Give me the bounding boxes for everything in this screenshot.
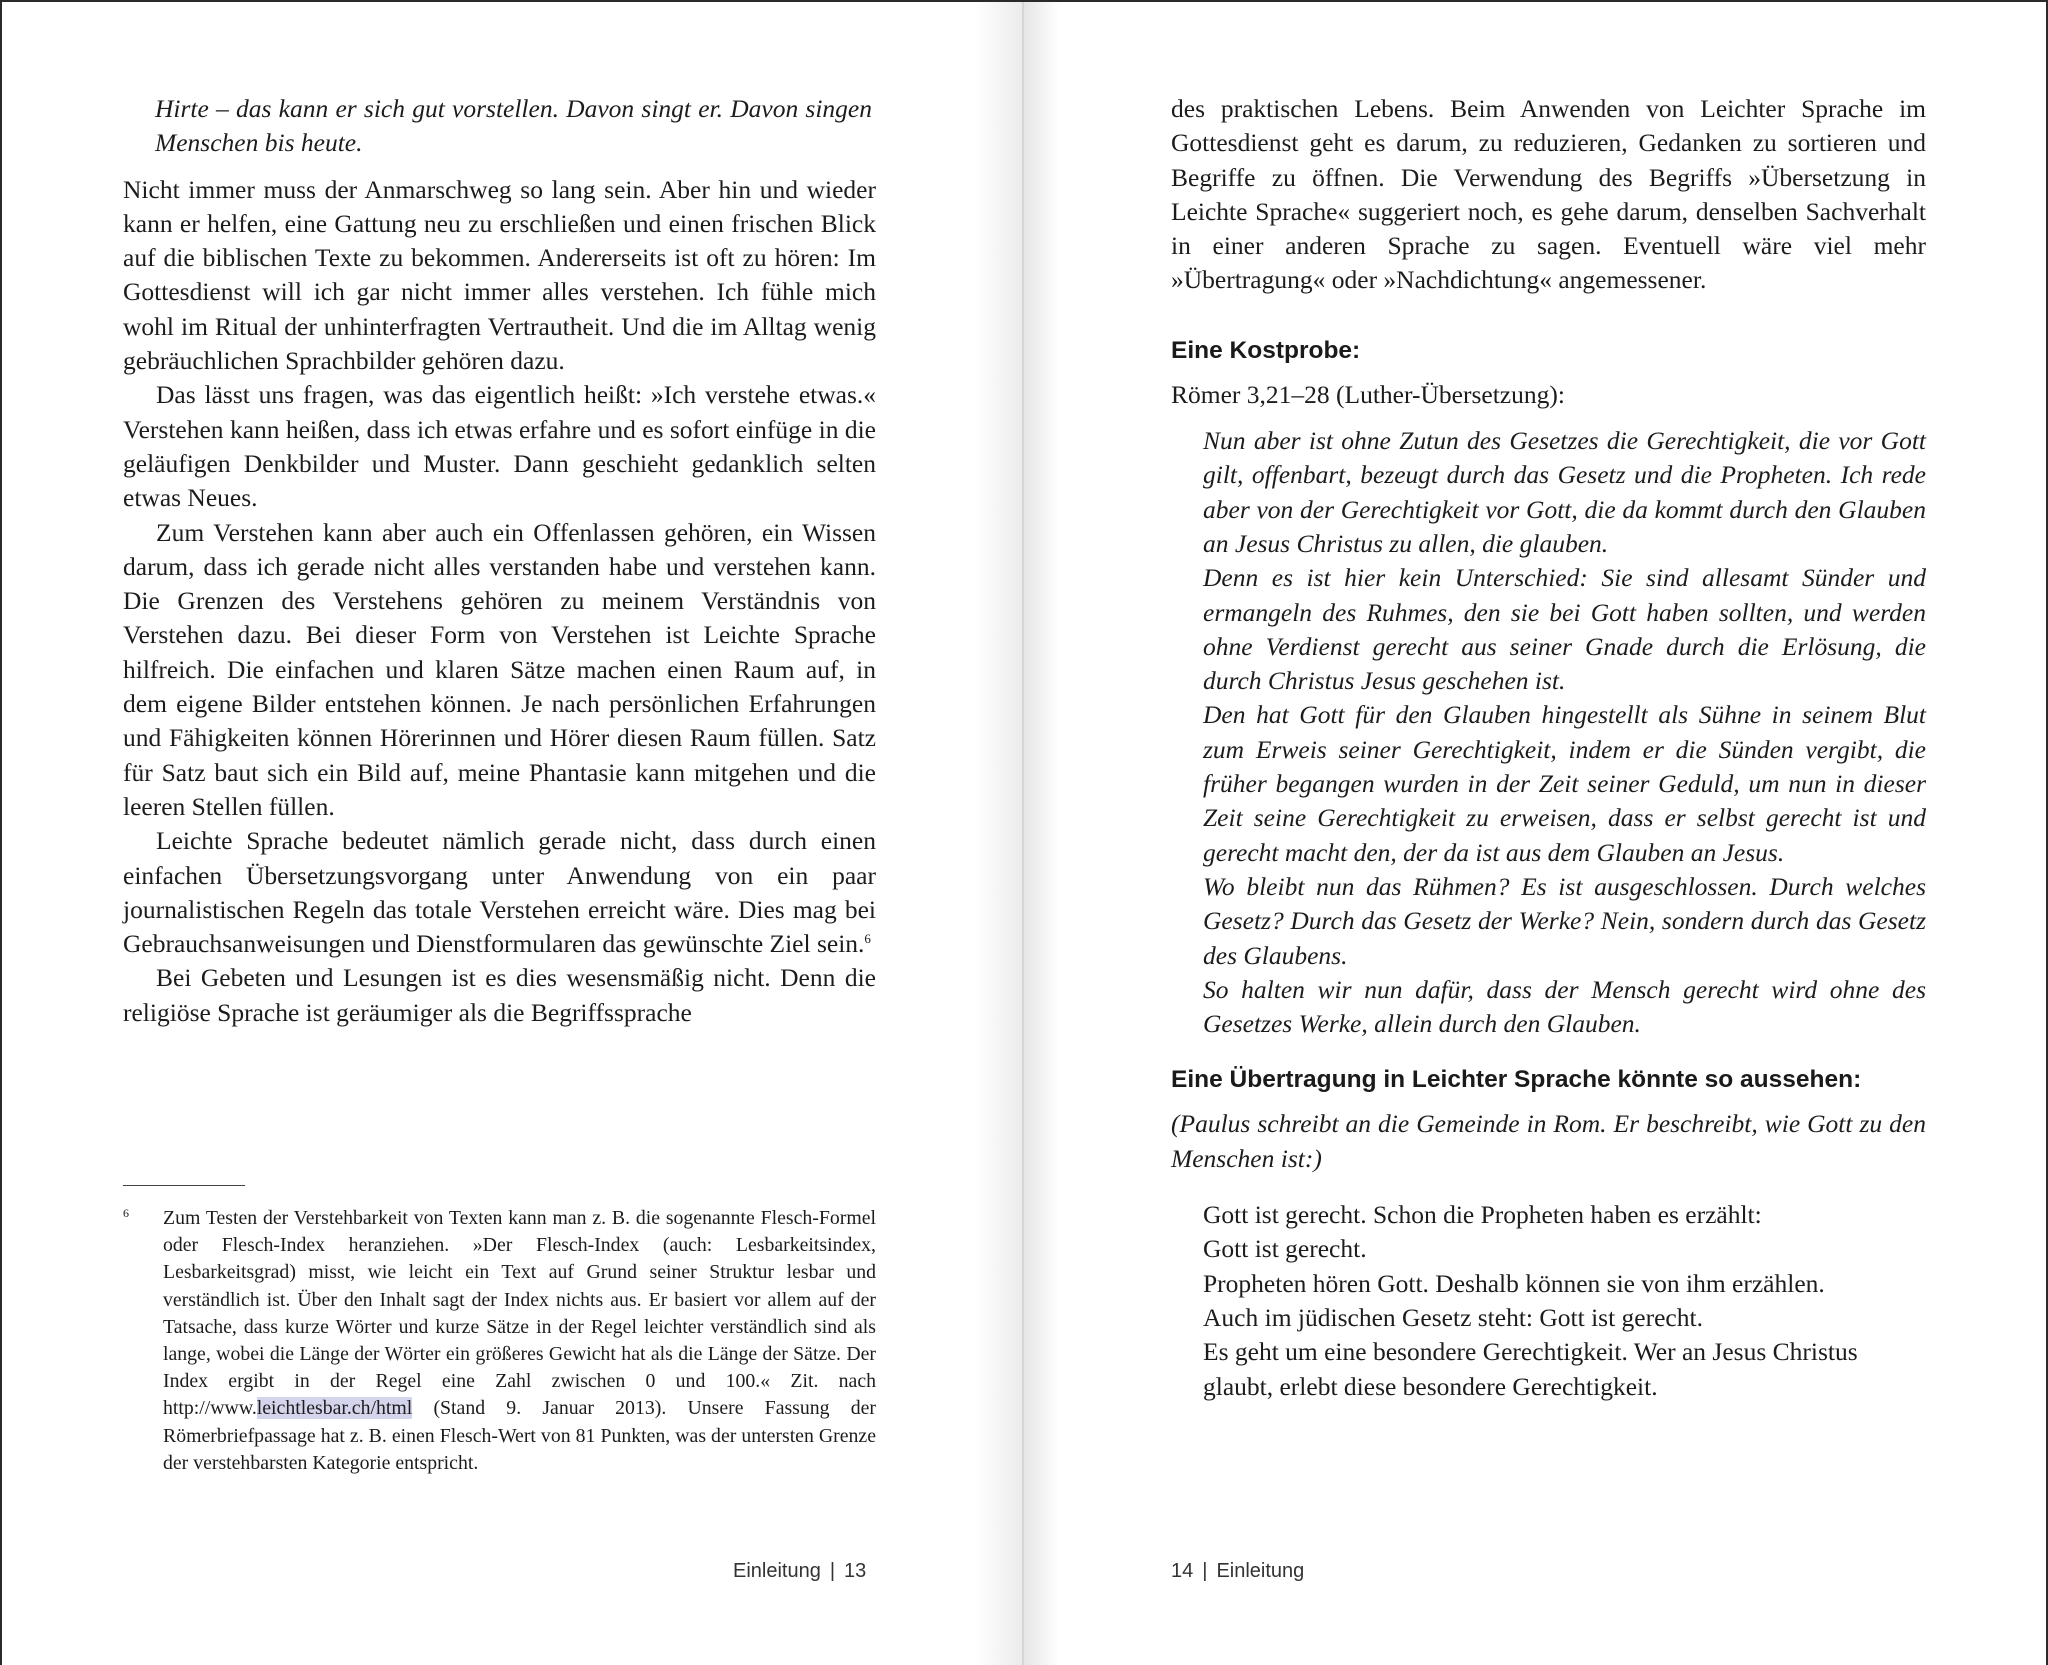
verse: Den hat Gott für den Glauben hingestellt als Sühne in seinem Blut zum Erweis seiner Gerechtigkeit, indem er die Sünden vergibt, die früher begangen wurden in der Zeit seiner Geduld, um nun in dieser Zeit seine Gerechtigkeit zu erweisen, dass er selbst gerecht ist und gerecht macht den, der da ist aus dem Glauben an Jesus. (1203, 700, 1926, 867)
easy-line: Gott ist gerecht. (1203, 1234, 1367, 1264)
footer-separator: | (829, 1560, 836, 1582)
page-number: 14 (1171, 1560, 1194, 1582)
section-heading: Eine Kostprobe: (1171, 336, 1361, 364)
footnote-link[interactable]: leichtlesbar.ch/html (256, 1397, 413, 1420)
footnote (123, 1205, 876, 1477)
bible-reference: Römer 3,21–28 (Luther-Übersetzung): (1171, 379, 1565, 409)
left-text-column (123, 92, 876, 1030)
verse: So halten wir nun dafür, dass der Mensch gerecht wird ohne des Gesetzes Werke, allein durch den Glauben. (1203, 974, 1926, 1039)
paragraph: Bei Gebeten und Lesungen ist es dies wesensmäßig nicht. Denn die religiöse Sprache ist geräumiger als die Begriffssprache (123, 963, 876, 1027)
book-gutter (1022, 0, 1024, 1665)
page-number: 13 (844, 1560, 867, 1582)
frame-edge (0, 0, 2048, 2)
easy-line: Gott ist gerecht. Schon die Propheten haben es erzählt: (1203, 1200, 1762, 1230)
easy-line: Auch im jüdischen Gesetz steht: Gott ist gerecht. (1203, 1302, 1703, 1332)
verse: Denn es ist hier kein Unterschied: Sie sind allesamt Sünder und ermangeln des Ruhmes, den sie bei Gott haben sollten, und werden ohne Verdienst gerecht aus seiner Gnade durch die Erlösung, die durch Christus Jesus geschehen ist. (1203, 563, 1926, 696)
left-page (0, 0, 1023, 1665)
footnote-number: 6 (123, 1206, 129, 1220)
verse: Nun aber ist ohne Zutun des Gesetzes die Gerechtigkeit, die vor Gott gilt, offenbart, bezeugt durch das Gesetz und die Propheten. Ich rede aber von der Gerechtigkeit vor Gott, die da kommt durch den Glauben an Jesus Christus zu allen, die glauben. (1203, 426, 1926, 558)
gutter-shadow (975, 0, 1023, 1665)
section-heading: Eine Übertragung in Leichter Sprache könnte so aussehen: (1171, 1066, 1862, 1094)
footnote-reference[interactable]: 6 (864, 931, 871, 947)
running-footer-label: Einleitung (733, 1560, 821, 1582)
footnote-text-start: Zum Testen der Verstehbarkeit von Texten kann man z. B. die sogenannte Flesch-Formel oder Flesch-Index heranziehen. »Der Flesch-Index (auch: Lesbarkeitsindex, Lesbarkeitsgrad) misst, wie leicht ein Text auf Grund seiner Struktur lesbar und verständlich ist. Über den Inhalt sagt der Index nichts aus. Er basiert vor allem auf der Tatsache, dass kurze Wörter und kurze Sätze in der Regel leichter verständlich sind als lange, wobei die Länge der Wörter ein größeres Gewicht hat als die Länge der Sätze. Der Index ergibt in der Regel eine Zahl zwischen 0 und 100.« Zit. nach http://www. (163, 1207, 876, 1420)
paragraph: Zum Verstehen kann aber auch ein Offenlassen gehören, ein Wissen darum, dass ich gerade nicht alles verstanden habe und verstehen kann. Die Grenzen des Verstehens gehören zu meinem Verständnis von Verstehen dazu. Bei dieser Form von Verstehen ist Leichte Sprache hilfreich. Die einfachen und klaren Sätze machen einen Raum auf, in dem eigene Bilder entstehen können. Je nach persönlichen Erfahrungen und Fähigkeiten können Hörerinnen und Hörer diesen Raum füllen. Satz für Satz baut sich ein Bild auf, meine Phantasie kann mitgehen und die leeren Stellen füllen. (123, 517, 876, 821)
verse: Wo bleibt nun das Rühmen? Es ist ausgeschlossen. Durch welches Gesetz? Durch das Gesetz der Werke? Nein, sondern durch das Gesetz des Glaubens. (1203, 871, 1926, 970)
easy-language-block (1171, 1198, 1926, 1404)
easy-line: Propheten hören Gott. Deshalb können sie von ihm erzählen. (1203, 1268, 1825, 1298)
luther-translation-block (1171, 424, 1926, 1041)
paragraph: Das lässt uns fragen, was das eigentlich heißt: »Ich verstehe etwas.« Verstehen kann heißen, dass ich etwas erfahre und es sofort einfüge in die geläufigen Denkbilder und Muster. Dann geschieht gedanklich selten etwas Neues. (123, 380, 876, 513)
easy-line: Es geht um eine besondere Gerechtigkeit. Wer an Jesus Christus glaubt, erlebt diese besondere Gerechtigkeit. (1203, 1337, 1858, 1401)
intro-note: (Paulus schreibt an die Gemeinde in Rom. Er beschreibt, wie Gott zu den Menschen ist:) (1171, 1109, 1926, 1173)
footnote-text (163, 1205, 876, 1477)
paragraph (123, 824, 876, 961)
paragraph-text: Leichte Sprache bedeutet nämlich gerade nicht, dass durch einen einfachen Übersetzungsvorgang unter Anwendung von ein paar journalistischen Regeln das totale Verstehen erreicht wäre. Dies mag bei Gebrauchsanweisungen und Dienstformularen das gewünschte Ziel sein. (123, 826, 876, 959)
right-page-footer (1171, 1560, 1304, 1583)
paragraph: Nicht immer muss der Anmarschweg so lang sein. Aber hin und wieder kann er helfen, eine Gattung neu zu erschließen und einen frischen Blick auf die biblischen Texte zu bekommen. Andererseits ist oft zu hören: Im Gottesdienst will ich gar nicht immer alles verstehen. Ich fühle mich wohl im Ritual der unhinterfragten Vertrautheit. Und die im Alltag wenig gebräuchlichen Sprachbilder gehören dazu. (123, 174, 876, 376)
frame-edge (0, 0, 2, 1665)
footnote-text-end: (Stand 9. Januar 2013). Unsere Fassung der Römerbriefpassage hat z. B. einen Flesch-Wert von 81 Punkten, was der untersten Grenze der verstehbarsten Kategorie entspricht. (163, 1397, 876, 1474)
footer-separator: | (1202, 1560, 1208, 1582)
footnote-divider (123, 1185, 245, 1186)
left-page-footer (733, 1560, 866, 1583)
psalm-quote-end: Hirte – das kann er sich gut vorstellen. Davon singt er. Davon singen Menschen bis heute. (155, 94, 872, 158)
right-text-column (1171, 92, 1926, 1404)
paragraph: des praktischen Lebens. Beim Anwenden von Leichter Sprache im Gottesdienst geht es darum, zu reduzieren, Gedanken zu sortieren und Begriffe zu öffnen. Die Verwendung des Begriffs »Übersetzung in Leichte Sprache« suggeriert noch, es gehe darum, denselben Sachverhalt in einer anderen Sprache zu sagen. Eventuell wäre viel mehr »Übertragung« oder »Nachdichtung« angemessener. (1171, 94, 1926, 295)
running-footer-label: Einleitung (1216, 1560, 1305, 1582)
gutter-shadow (1023, 0, 1059, 1665)
